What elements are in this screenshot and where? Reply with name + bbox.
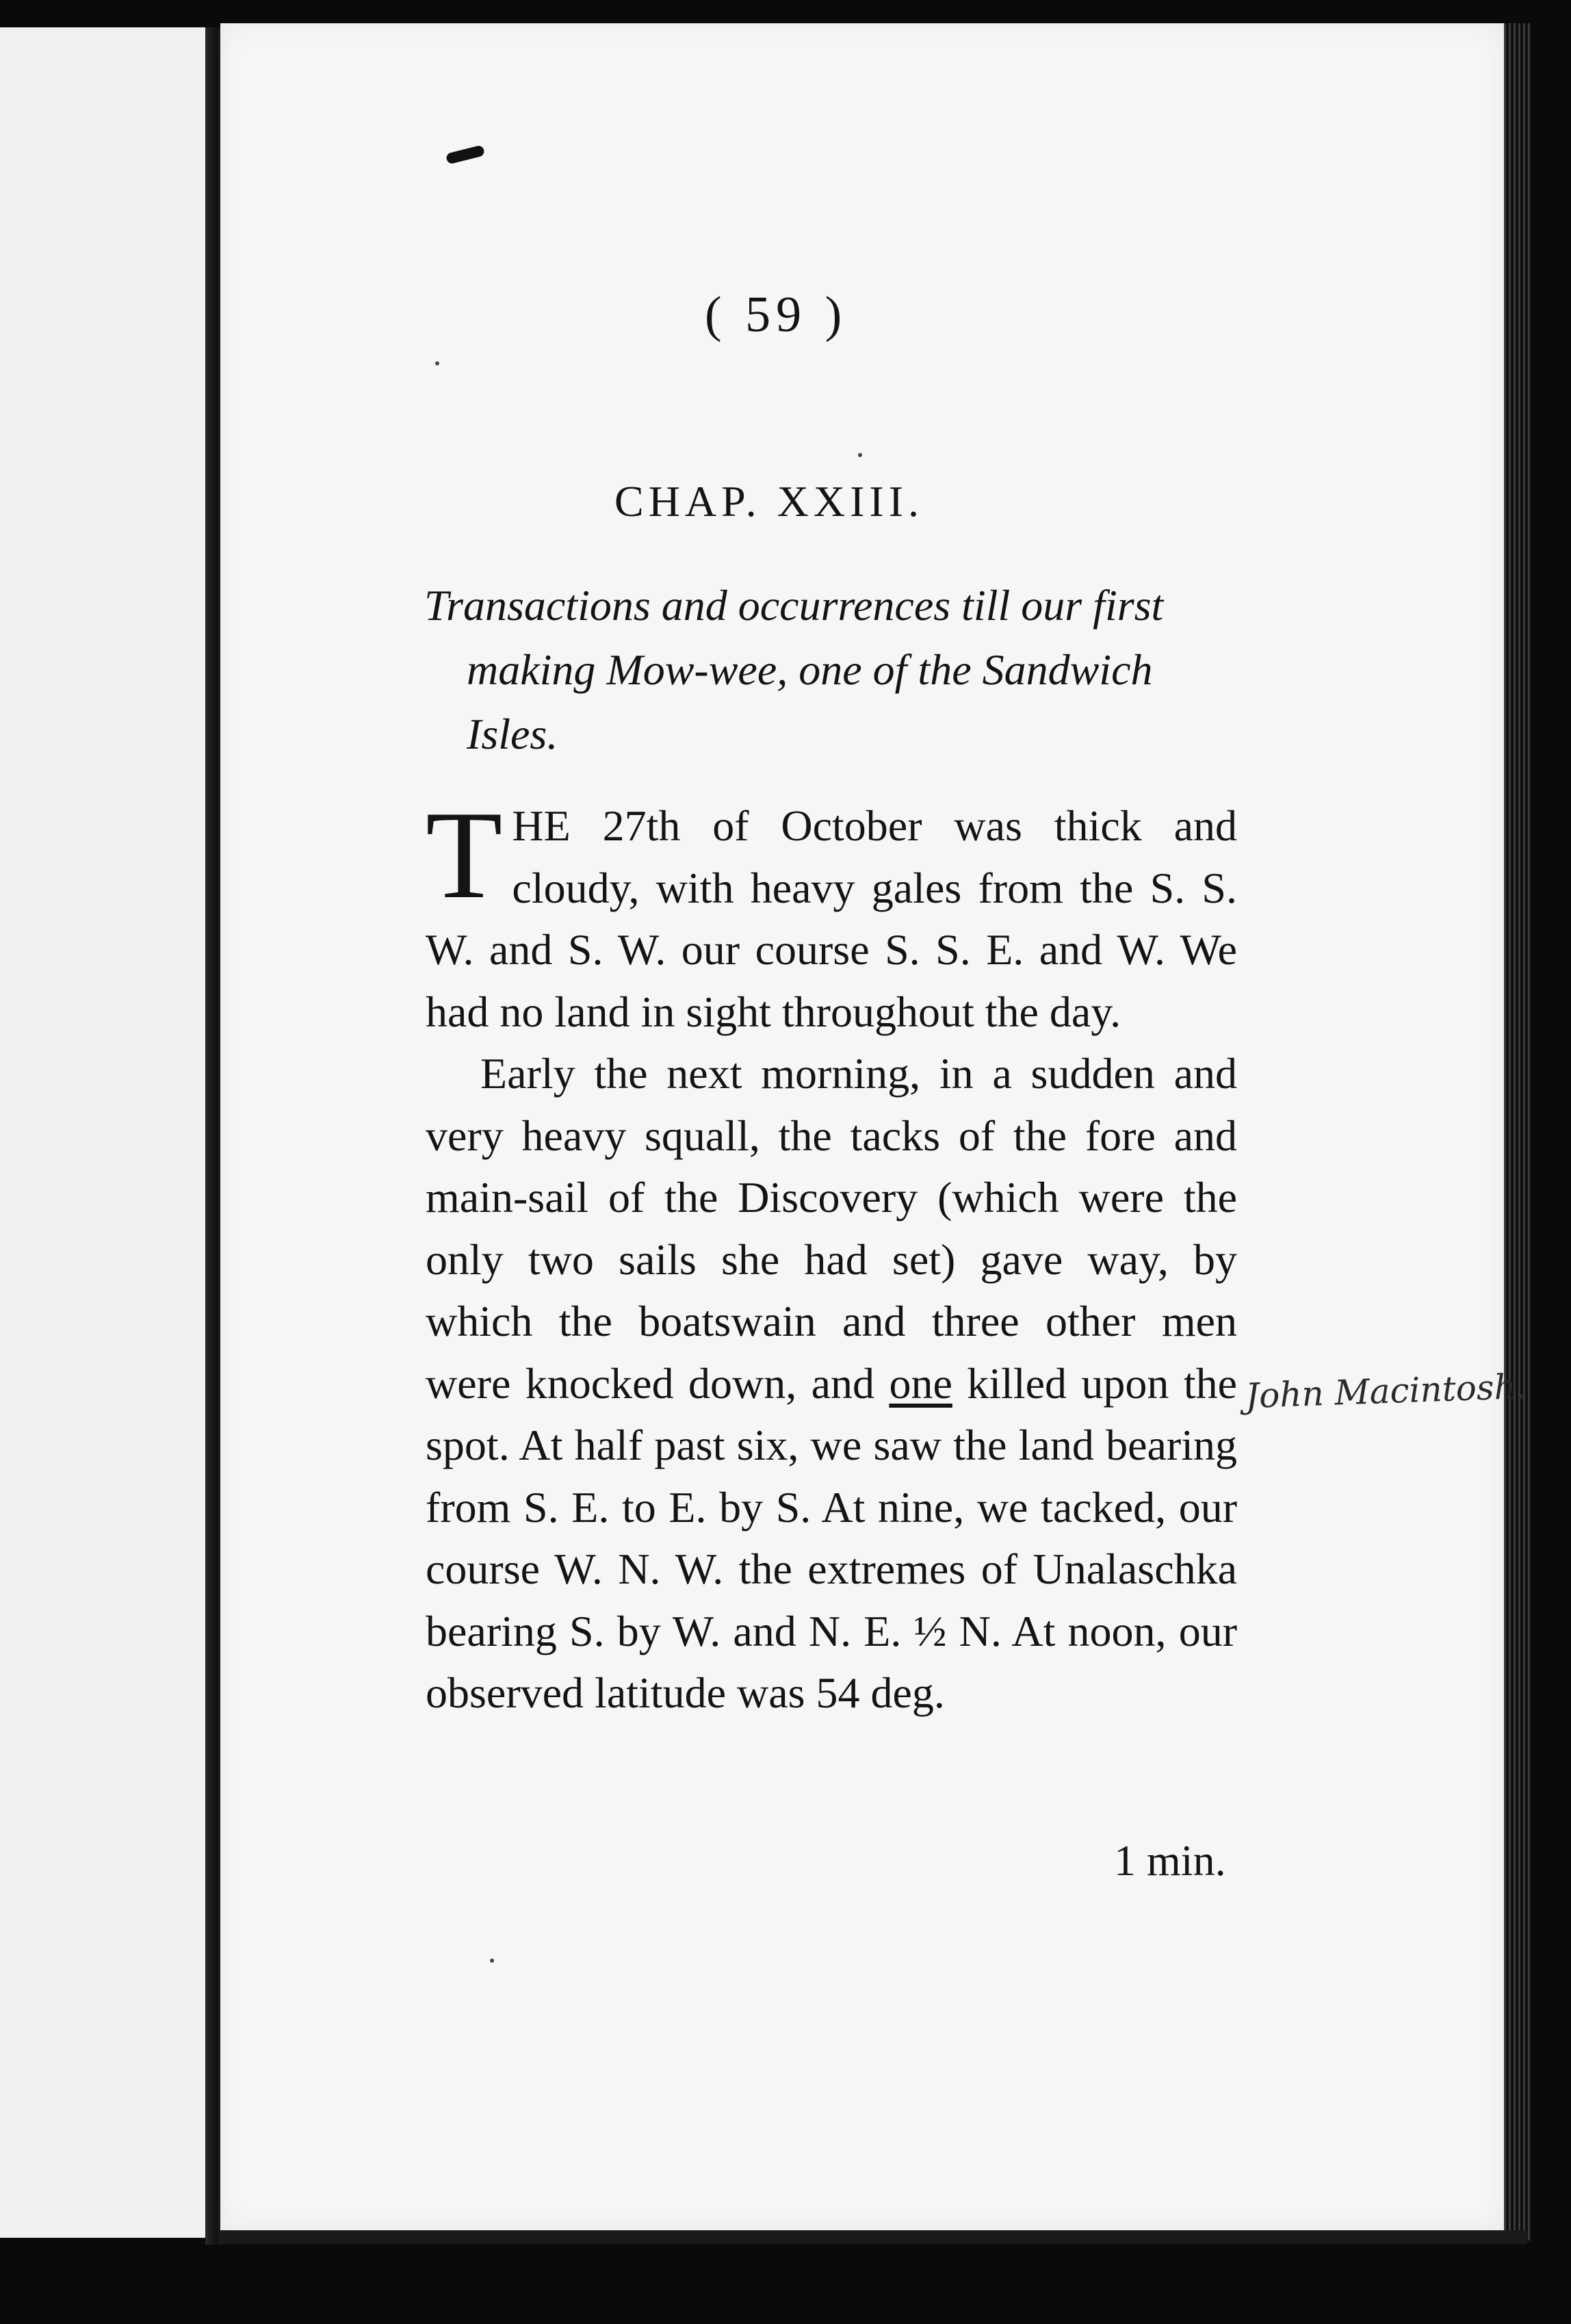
handwritten-margin-note: John Macintosh. — [1245, 1366, 1528, 1417]
drop-cap: T — [426, 785, 503, 925]
paper-speck — [435, 361, 439, 365]
paragraph-2 — [426, 1043, 1237, 1725]
chapter-summary: Transactions and occurrences till our first making Mow-wee, one of the Sandwich Isles. — [424, 581, 1164, 758]
page-edge-stack — [1504, 23, 1531, 2241]
paper-speck — [490, 1959, 494, 1963]
paragraph-2-text-start: Early the next morning, in a sudden and very heavy squall, the tacks of the fore and main-sail of the Discovery (which were the only two sails she had set) gave way, by which the boatswain and three other men were knocked down, and — [426, 1049, 1237, 1408]
left-page-fragment — [0, 27, 215, 2238]
catchword: 1 min. — [1114, 1836, 1226, 1885]
body-text — [426, 785, 1238, 1725]
paragraph-1-text: HE 27th of October was thick and cloudy, with heavy gales from the S. S. W. and S. W. our course S. S. E. and W. We had no land in sight throughout the day. — [426, 801, 1237, 1036]
paper-speck — [858, 453, 862, 457]
underlined-word: one — [889, 1358, 952, 1408]
page-number: ( 59 ) — [705, 287, 848, 343]
page-bottom-edge — [220, 2230, 1527, 2244]
paragraph-1 — [426, 785, 1237, 1043]
chapter-heading: CHAP. XXIII. — [614, 477, 924, 526]
paragraph-2-text-end: killed upon the spot. At half past six, we saw the land bearing from S. E. to E. by S. At nine, we tacked, our course W. N. W. the extremes of Unalaschka bearing S. by W. and N. E. ½ N. At noon, our observed latitude was 54 deg. — [426, 1358, 1238, 1717]
